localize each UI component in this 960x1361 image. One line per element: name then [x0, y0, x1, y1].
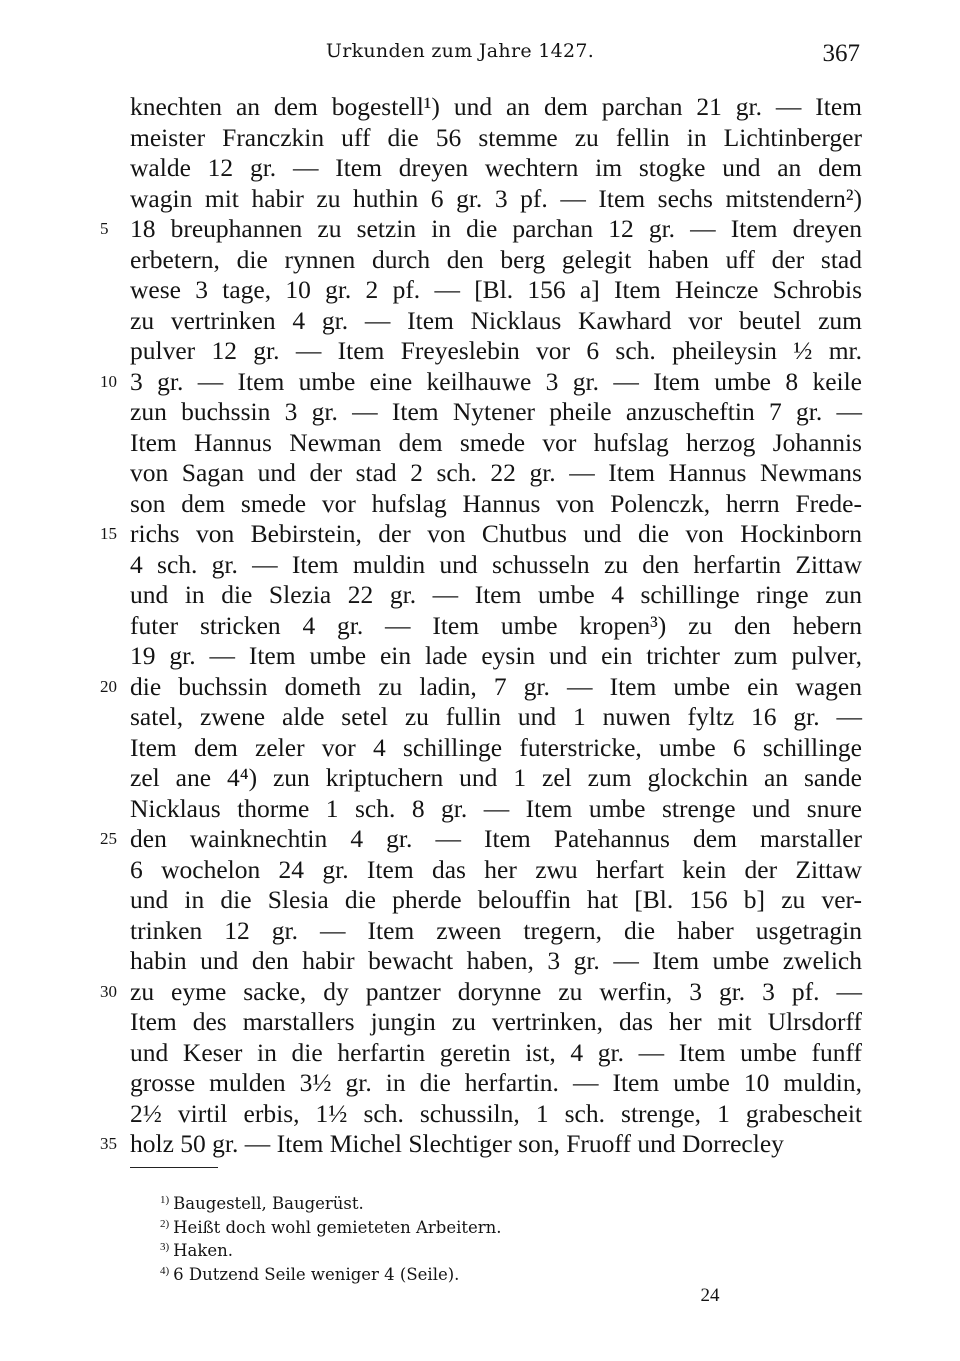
line-text: von Sagan und der stad 2 sch. 22 gr. — Item Hannus Newmans [130, 458, 862, 487]
line-number: 20 [100, 676, 117, 696]
running-header: Urkunden zum Jahre 1427. [325, 40, 595, 62]
text-line [0, 184, 960, 215]
line-text: futer stricken 4 gr. — Item umbe kropen³) zu den hebern [130, 610, 862, 640]
line-text: grosse mulden 3½ gr. in die herfartin. — Item umbe 10 muldin, [130, 1068, 862, 1097]
text-line [0, 672, 960, 703]
line-text: 3 gr. — Item umbe eine keilhauwe 3 gr. — Item umbe 8 keile [130, 366, 862, 396]
text-line [0, 397, 960, 428]
line-number: 10 [100, 371, 117, 391]
footnote [160, 1260, 760, 1284]
text-line [0, 92, 960, 123]
footnote-text: Heißt doch wohl gemieteten Arbeitern. [173, 1217, 502, 1237]
line-text: 4 sch. gr. — Item muldin und schusseln zu den herfartin Zittaw [130, 549, 862, 579]
text-line [0, 916, 960, 947]
line-text: zu vertrinken 4 gr. — Item Nicklaus Kawhard vor beutel zum [130, 305, 862, 335]
footnote-mark: 4) [160, 1264, 170, 1277]
footnote-text: Baugestell, Baugerüst. [173, 1194, 364, 1213]
footnote-text: 6 Dutzend Seile weniger 4 (Seile). [173, 1264, 460, 1284]
line-text: habin und den habir bewacht haben, 3 gr. — Item umbe zwelich [130, 946, 862, 975]
text-line [0, 214, 960, 245]
line-text: richs von Bebirstein, der von Chutbus und die von Hockinborn [130, 519, 862, 548]
text-line [0, 123, 960, 154]
footnote-mark: 2) [160, 1217, 170, 1230]
text-line [0, 489, 960, 520]
line-text: und in die Slezia 22 gr. — Item umbe 4 schillinge ringe zun [130, 580, 862, 609]
text-line [0, 885, 960, 916]
text-line [0, 1007, 960, 1038]
text-line [0, 1129, 960, 1160]
text-line [0, 977, 960, 1008]
line-text: meister Franczkin uff die 56 stemme zu fellin in Lichtinberger [130, 122, 862, 152]
line-text: wese 3 tage, 10 gr. 2 pf. — [Bl. 156 a] Item Heincze Schrobis [130, 275, 862, 304]
line-text: trinken 12 gr. — Item zween tregern, die haber usgetragin [130, 915, 862, 945]
footnotes [160, 1189, 760, 1283]
footnote-divider [130, 1167, 218, 1168]
line-text: son dem smede vor hufslag Hannus von Polenczk, herrn Frede- [130, 488, 862, 518]
text-line [0, 519, 960, 550]
text-line [0, 855, 960, 886]
line-text: Item des marstallers jungin zu vertrinken, das her mit Ulrsdorff [130, 1007, 862, 1036]
text-line [0, 1099, 960, 1130]
line-number: 5 [100, 219, 109, 238]
line-text: satel, zwene alde setel zu fullin und 1 nuwen fyltz 16 gr. — [130, 702, 862, 731]
text-line [0, 428, 960, 459]
line-text: walde 12 gr. — Item dreyen wechtern im stogke und an dem [130, 153, 862, 182]
line-text: knechten an dem bogestell¹) und an dem parchan 21 gr. — Item [130, 92, 862, 121]
text-line [0, 702, 960, 733]
footnote-mark: 3) [160, 1241, 170, 1253]
line-text: den wainknechtin 4 gr. — Item Patehannus dem marstaller [130, 824, 862, 853]
text-line [0, 550, 960, 581]
line-text: holz 50 gr. — Item Michel Slechtiger son, Fruoff und Dorrecley [130, 1129, 784, 1158]
line-text: 6 wochelon 24 gr. Item das her zwu herfart kein der Zittaw [130, 854, 862, 884]
text-line [0, 733, 960, 764]
footnote-text: Haken. [173, 1241, 234, 1260]
text-line [0, 153, 960, 184]
text-line [0, 1068, 960, 1099]
text-line [0, 611, 960, 642]
line-number: 15 [100, 524, 117, 543]
line-text: die buchssin dometh zu ladin, 7 gr. — Item umbe ein wagen [130, 671, 862, 701]
footnote [160, 1213, 760, 1237]
text-line [0, 336, 960, 367]
line-text: zun buchssin 3 gr. — Item Nytener pheile anzuscheftin 7 gr. — [130, 397, 862, 426]
line-text: Item Hannus Newman dem smede vor hufslag herzog Johannis [130, 427, 862, 457]
line-text: pulver 12 gr. — Item Freyeslebin vor 6 sch. pheileysin ½ mr. [130, 336, 862, 365]
line-number: 35 [100, 1134, 117, 1153]
footnote [160, 1189, 760, 1213]
footnote-mark: 1) [160, 1194, 170, 1206]
line-text: wagin mit habir zu huthin 6 gr. 3 pf. — Item sechs mitstendern²) [130, 183, 862, 213]
line-text: 18 breuphannen zu setzin in die parchan 12 gr. — Item dreyen [130, 214, 862, 243]
text-line [0, 245, 960, 276]
line-text: und Keser in die herfartin geretin ist, 4 gr. — Item umbe funff [130, 1037, 862, 1067]
text-line [0, 794, 960, 825]
footnote [160, 1236, 760, 1260]
line-number: 25 [100, 829, 117, 848]
line-text: zu eyme sacke, dy pantzer dorynne zu werfin, 3 gr. 3 pf. — [130, 976, 862, 1006]
line-number: 30 [100, 981, 117, 1001]
line-text: zel ane 4⁴) zun kriptuchern und 1 zel zum glockchin an sande [130, 763, 862, 792]
text-line [0, 306, 960, 337]
text-line [0, 824, 960, 855]
page-number: 367 [822, 40, 860, 67]
line-text: Nicklaus thorme 1 sch. 8 gr. — Item umbe strenge und snure [130, 793, 862, 823]
text-line [0, 946, 960, 977]
text-line [0, 367, 960, 398]
line-text: Item dem zeler vor 4 schillinge futerstricke, umbe 6 schillinge [130, 732, 862, 762]
text-line [0, 580, 960, 611]
text-line [0, 641, 960, 672]
text-line [0, 458, 960, 489]
text-line [0, 763, 960, 794]
signature-mark: 24 [700, 1285, 720, 1306]
body-text [0, 92, 960, 1160]
line-text: und in die Slesia die pherde belouffin hat [Bl. 156 b] zu ver- [130, 885, 862, 914]
text-line [0, 1038, 960, 1069]
line-text: 2½ virtil erbis, 1½ sch. schussiln, 1 sch. strenge, 1 grabescheit [130, 1098, 862, 1128]
line-text: erbetern, die rynnen durch den berg gelegit haben uff der stad [130, 244, 862, 274]
text-line [0, 275, 960, 306]
line-text: 19 gr. — Item umbe ein lade eysin und ein trichter zum pulver, [130, 641, 862, 670]
